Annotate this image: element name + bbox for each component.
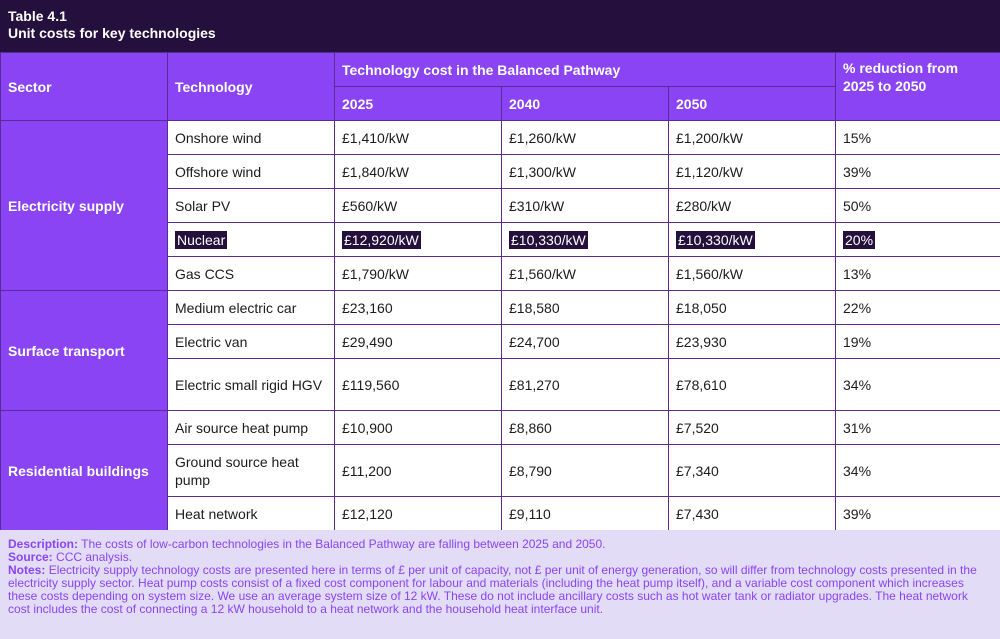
cost-2050-cell: £18,050: [669, 291, 836, 325]
cost-2025-cell: [335, 223, 502, 257]
cost-2040-cell: £8,860: [502, 411, 669, 445]
cost-2025-cell: £11,200: [335, 445, 502, 497]
table-title: Unit costs for key technologies: [8, 25, 216, 41]
cost-2050-cell: £7,520: [669, 411, 836, 445]
technology-cell: Onshore wind: [168, 121, 335, 155]
unit-costs-table: [0, 52, 1000, 531]
header-reduction: % reduction from 2025 to 2050: [836, 53, 1000, 121]
highlighted-text: £10,330/kW: [511, 231, 586, 248]
cost-2025-cell: £12,120: [335, 497, 502, 531]
technology-cell: Electric small rigid HGV: [168, 359, 335, 411]
reduction-cell: 13%: [836, 257, 1000, 291]
cost-2050-cell: £1,560/kW: [669, 257, 836, 291]
header-2040: 2040: [502, 87, 669, 121]
cost-2025-cell: £1,410/kW: [335, 121, 502, 155]
sector-surface-transport: Surface transport: [1, 291, 168, 411]
cost-2040-cell: £1,260/kW: [502, 121, 669, 155]
source-text: CCC analysis.: [56, 550, 133, 564]
description-line: [8, 538, 992, 551]
cost-2025-cell: £119,560: [335, 359, 502, 411]
cost-2025-cell: £1,840/kW: [335, 155, 502, 189]
cost-2050-cell: £23,930: [669, 325, 836, 359]
table-row: [1, 291, 1000, 325]
cost-2050-cell: £280/kW: [669, 189, 836, 223]
header-2025: 2025: [335, 87, 502, 121]
technology-cell: Ground source heat pump: [168, 445, 335, 497]
notes-label: Notes:: [8, 563, 46, 577]
technology-cell: [168, 223, 335, 257]
cost-2040-cell: [502, 223, 669, 257]
technology-cell: Offshore wind: [168, 155, 335, 189]
header-2050: 2050: [669, 87, 836, 121]
header-technology: Technology: [168, 53, 335, 121]
table-number: Table 4.1: [8, 8, 67, 24]
description-text: The costs of low-carbon technologies in the Balanced Pathway are falling between 2025 and 2050.: [81, 537, 606, 551]
cost-2050-cell: [669, 223, 836, 257]
cost-2040-cell: £24,700: [502, 325, 669, 359]
cost-2040-cell: £18,580: [502, 291, 669, 325]
highlighted-text: £10,330/kW: [678, 231, 753, 248]
technology-cell: Gas CCS: [168, 257, 335, 291]
reduction-cell: 34%: [836, 445, 1000, 497]
cost-2025-cell: £29,490: [335, 325, 502, 359]
cost-2050-cell: £7,340: [669, 445, 836, 497]
cost-2025-cell: £1,790/kW: [335, 257, 502, 291]
technology-cell: Air source heat pump: [168, 411, 335, 445]
cost-2040-cell: £310/kW: [502, 189, 669, 223]
cost-2040-cell: £8,790: [502, 445, 669, 497]
cost-2050-cell: £1,120/kW: [669, 155, 836, 189]
technology-cell: Solar PV: [168, 189, 335, 223]
cost-2040-cell: £9,110: [502, 497, 669, 531]
table-row: [1, 411, 1000, 445]
reduction-cell: 22%: [836, 291, 1000, 325]
reduction-cell: 19%: [836, 325, 1000, 359]
reduction-cell: 39%: [836, 497, 1000, 531]
technology-cell: Electric van: [168, 325, 335, 359]
cost-2025-cell: £23,160: [335, 291, 502, 325]
cost-2050-cell: £1,200/kW: [669, 121, 836, 155]
reduction-cell: 31%: [836, 411, 1000, 445]
footnotes-panel: [0, 530, 1000, 639]
source-label: Source:: [8, 550, 53, 564]
notes-text: Electricity supply technology costs are presented here in terms of £ per unit of capacity, not £ per unit of energy generation, so will differ from technology costs presented in the electricity supply sector. Heat pump costs consist of a fixed cost component for labour and materials (including the heat pump itself), and a variable cost component which increases these costs depending on system size. We use an average system size of 12 kW. These do not include ancillary costs such as hot water tank or radiator upgrades. The heat network cost includes the cost of connecting a 12 kW household to a heat network and the household heat interface unit.: [8, 563, 977, 616]
technology-cell: Heat network: [168, 497, 335, 531]
cost-2040-cell: £1,300/kW: [502, 155, 669, 189]
highlighted-text: 20%: [845, 231, 874, 248]
header-row-1: [1, 53, 1000, 87]
cost-2050-cell: £7,430: [669, 497, 836, 531]
technology-cell: Medium electric car: [168, 291, 335, 325]
cost-2025-cell: £560/kW: [335, 189, 502, 223]
table-row: [1, 121, 1000, 155]
highlighted-text: Nuclear: [177, 231, 226, 248]
header-sector: Sector: [1, 53, 168, 121]
highlighted-text: £12,920/kW: [344, 231, 419, 248]
reduction-cell: [836, 223, 1000, 257]
sector-electricity-supply: Electricity supply: [1, 121, 168, 291]
reduction-cell: 39%: [836, 155, 1000, 189]
reduction-cell: 50%: [836, 189, 1000, 223]
description-label: Description:: [8, 537, 79, 551]
reduction-cell: 15%: [836, 121, 1000, 155]
cost-2025-cell: £10,900: [335, 411, 502, 445]
cost-2040-cell: £1,560/kW: [502, 257, 669, 291]
cost-2050-cell: £78,610: [669, 359, 836, 411]
sector-residential-buildings: Residential buildings: [1, 411, 168, 531]
notes-line: [8, 564, 992, 616]
reduction-cell: 34%: [836, 359, 1000, 411]
header-cost-group: Technology cost in the Balanced Pathway: [335, 53, 836, 87]
cost-2040-cell: £81,270: [502, 359, 669, 411]
table-title-bar: [0, 0, 1000, 52]
